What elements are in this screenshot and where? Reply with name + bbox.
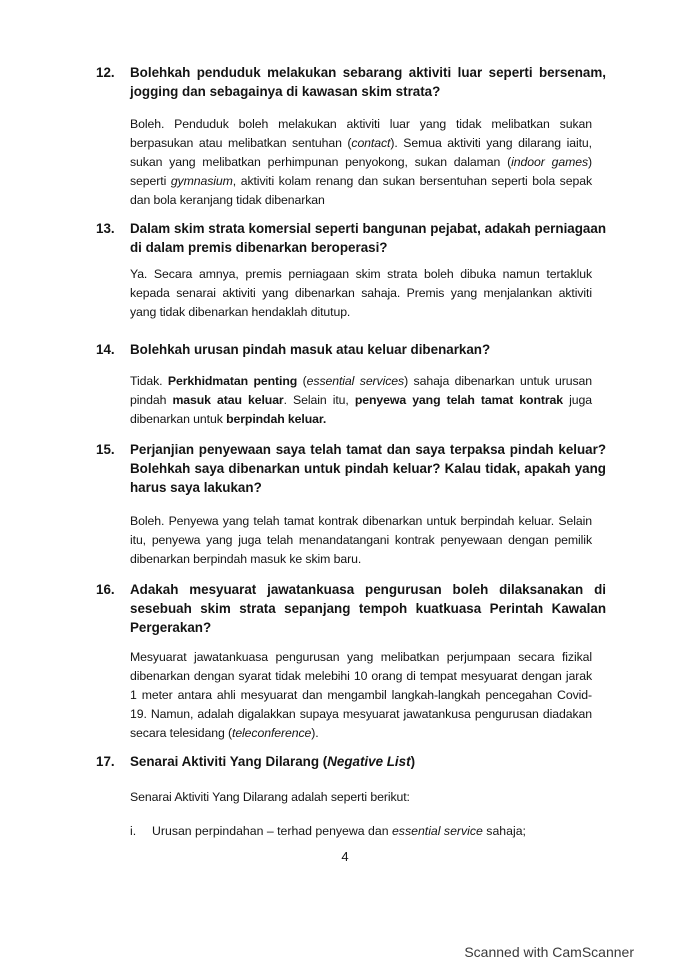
list-marker: i. [130, 824, 137, 838]
answer-14 [130, 372, 592, 429]
question-14 [96, 340, 606, 359]
question-13 [96, 219, 606, 257]
answer-text: Boleh. Penduduk boleh melakukan aktiviti luar yang tidak melibatkan sukan berpasukan atau melibatkan sentuhan ( [130, 117, 592, 150]
answer-text: ) sahaja dibenarkan untuk urusan pindah [130, 374, 593, 407]
question-number: 13. [96, 221, 115, 236]
answer-text: . Selain itu, [283, 393, 355, 407]
answer-italic: teleconference [232, 726, 312, 740]
question-number: 17. [96, 754, 115, 769]
answer-13 [130, 265, 592, 322]
question-number: 14. [96, 342, 115, 357]
question-text: Bolehkah penduduk melakukan sebarang aktiviti luar seperti bersenam, jogging dan sebagainya di kawasan skim strata? [130, 65, 606, 99]
question-italic: Negative List [327, 754, 411, 769]
question-text: Perjanjian penyewaan saya telah tamat dan saya terpaksa pindah keluar? Bolehkah saya dibenarkan untuk pindah keluar? Kalau tidak, apakah yang harus saya lakukan? [130, 442, 606, 495]
answer-text: ). Semua aktiviti yang dilarang iaitu, sukan yang melibatkan perhimpunan penyokong, sukan dalaman ( [130, 136, 592, 169]
question-number: 16. [96, 582, 115, 597]
answer-16 [130, 648, 592, 743]
question-12 [96, 63, 606, 101]
question-number: 12. [96, 65, 115, 80]
answer-text: Mesyuarat jawatankuasa pengurusan yang melibatkan perjumpaan secara fizikal dibenarkan dengan syarat tidak melebihi 10 orang di tempat mesyuarat dengan jarak 1 meter antara ahli mesyuarat dan mengambil langkah-langkah pencegahan Covid-19. Namun, adalah digalakkan supaya mesyuarat jawatankusa pengurusan diadakan secara telesidang ( [130, 650, 592, 740]
answer-text: ( [297, 374, 307, 388]
question-17 [96, 752, 606, 771]
list-item [130, 822, 600, 841]
question-number: 15. [96, 442, 115, 457]
answer-text: Boleh. Penyewa yang telah tamat kontrak dibenarkan untuk berpindah keluar. Selain itu, penyewa yang juga telah menandatangani kontrak penyewaan dengan pemilik dibenarkan berpindah masuk ke skim baru. [130, 514, 592, 566]
list-item-text: Urusan perpindahan – terhad penyewa dan essential service sahaja; [152, 824, 526, 838]
question-text: Senarai Aktiviti Yang Dilarang (Negative List) [130, 754, 416, 769]
answer-text: ). [311, 726, 319, 740]
answer-italic: essential services [306, 374, 405, 388]
answer-text: Ya. Secara amnya, premis perniagaan skim strata boleh dibuka namun tertakluk kepada senarai aktiviti yang dibenarkan sahaja. Premis yang menjalankan aktiviti yang tidak dibenarkan hendaklah ditutup. [130, 267, 592, 319]
question-15 [96, 440, 606, 497]
answer-text: juga dibenarkan untuk [130, 393, 592, 426]
camscanner-watermark: Scanned with CamScanner [464, 944, 634, 960]
answer-bold: penyewa yang telah tamat kontrak [354, 393, 564, 407]
question-16 [96, 580, 606, 637]
answer-bold: masuk atau keluar [172, 393, 284, 407]
answer-text: Tidak. [130, 374, 168, 388]
answer-12 [130, 115, 592, 210]
answer-text: ) seperti [130, 155, 592, 188]
question-text: Bolehkah urusan pindah masuk atau keluar dibenarkan? [130, 342, 491, 357]
answer-italic: gymnasium [170, 174, 233, 188]
list-intro: Senarai Aktiviti Yang Dilarang adalah seperti berikut: [130, 790, 410, 804]
page-number: 4 [341, 849, 349, 864]
question-text: Dalam skim strata komersial seperti bangunan pejabat, adakah perniagaan di dalam premis dibenarkan beroperasi? [130, 221, 606, 255]
question-text: Adakah mesyuarat jawatankuasa pengurusan boleh dilaksanakan di sesebuah skim strata sepanjang tempoh kuatkuasa Perintah Kawalan Pergerakan? [130, 582, 606, 635]
list-item-italic: essential service [391, 824, 483, 838]
answer-text: , aktiviti kolam renang dan sukan bersentuhan seperti bola sepak dan bola keranjang tidak dibenarkan [130, 174, 592, 207]
answer-bold: berpindah keluar. [226, 412, 327, 426]
answer-italic: indoor games [511, 155, 588, 169]
answer-bold: Perkhidmatan penting [167, 374, 298, 388]
answer-15 [130, 512, 592, 569]
answer-italic: contact [351, 136, 391, 150]
